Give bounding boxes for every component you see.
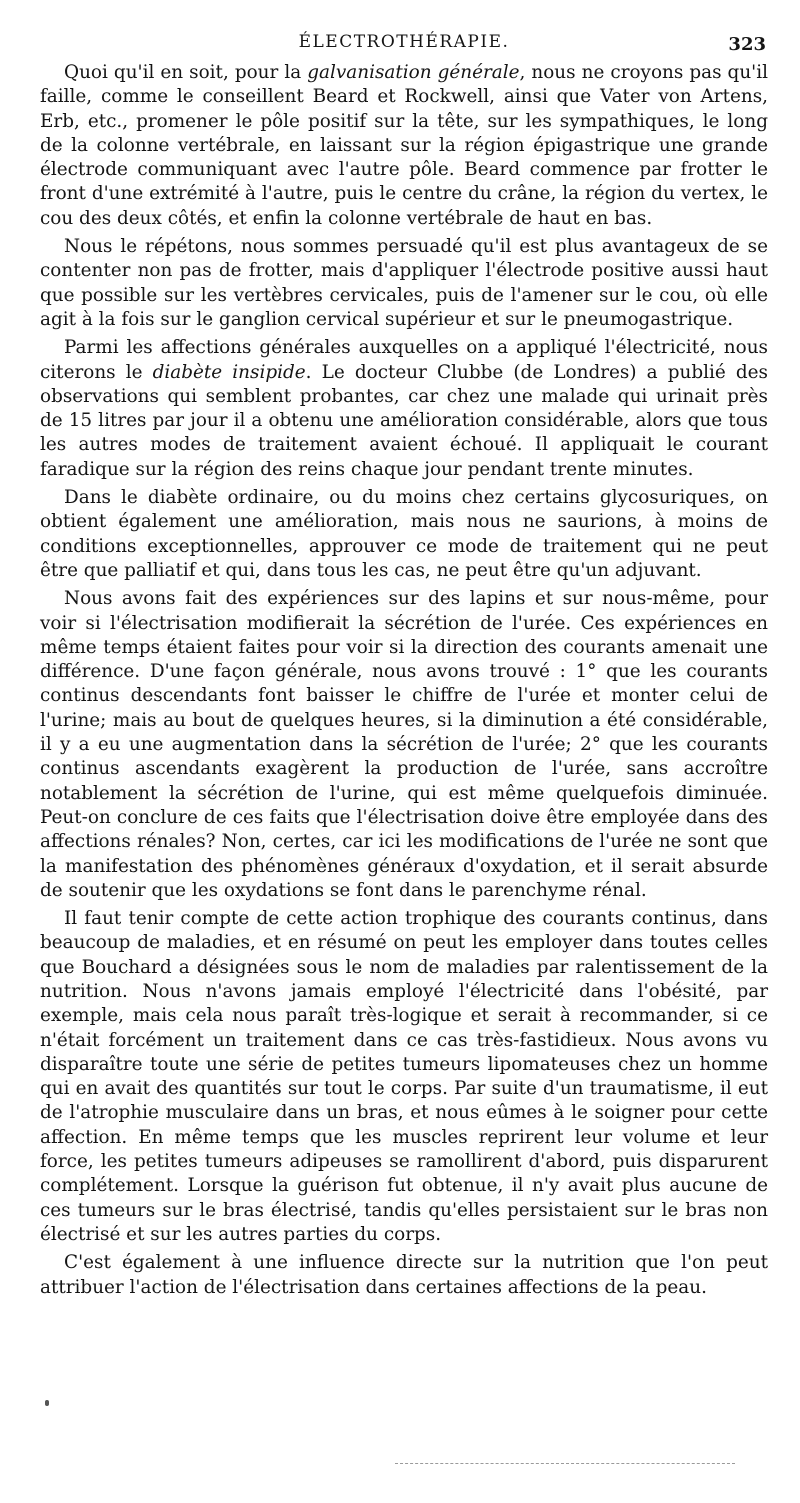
page-number: 323 xyxy=(728,34,766,55)
bottom-rule xyxy=(395,1463,735,1464)
paragraph-text: Nous avons fait des expériences sur des lapins et sur nous-même, pour voir si l'électrisation modifierait la sécrétion de l'urée. Ces expériences en même temps étaient faites pour voir si la direction des courants amenait une différence. D'une façon générale, nous avons trouvé : 1° que les courants continus descendants font baisser le chiffre de l'urée et monter celui de l'urine; mais au bout de quelques heures, si la diminution a été considérable, il y a eu une augmentation dans la sécrétion de l'urée; 2° que les courants continus ascendants exagèrent la production de l'urée, sans accroître notablement la sécrétion de l'urine, qui est même quelquefois diminuée. Peut-on conclure de ces faits que l'électrisation doive être employée dans des affections rénales? Non, certes, car ici les modifications de l'urée ne sont que la manifestation des phénomènes généraux d'oxydation, et il serait absurde de soutenir que les oxydations se font dans le parenchyme rénal. xyxy=(40,588,768,901)
body-text xyxy=(40,61,768,1304)
paragraph-text: Parmi les affections générales auxquelles on a appliqué l'électricité, nous citerons le xyxy=(40,337,768,383)
italic-term: diabète insipide xyxy=(152,361,306,383)
paragraph-galvanisation xyxy=(40,61,768,231)
paragraph-text: , nous ne croyons pas qu'il faille, comme le conseillent Beard et Rockwell, ainsi que Vater von Artens, Erb, etc., promener le pôle positif sur la tête, sur les sympathiques, le long de la colonne vertébrale, en laissant sur la région épigastrique une grande électrode communiquant avec l'autre pôle. Beard commence par frotter le front d'une extrémité à l'autre, puis le centre du crâne, la région du vertex, le cou des deux côtés, et enfin la colonne vertébrale de haut en bas. xyxy=(40,62,768,229)
paragraph-diabete-ordinaire xyxy=(40,486,768,583)
paragraph-text: Il faut tenir compte de cette action trophique des courants continus, dans beaucoup de maladies, et en résumé on peut les employer dans toutes celles que Bouchard a désignées sous le nom de maladies par ralentissement de la nutrition. Nous n'avons jamais employé l'électricité dans l'obésité, par exemple, mais cela nous paraît très-logique et serait à recommander, si ce n'était forcément un traitement dans ce cas très-fastidieux. Nous avons vu disparaître toute une série de petites tumeurs lipomateuses chez un homme qui en avait des quantités sur tout le corps. Par suite d'un traumatisme, il eut de l'atrophie musculaire dans un bras, et nous eûmes à le soigner pour cette affection. En même temps que les muscles reprirent leur volume et leur force, les petites tumeurs adipeuses se ramollirent d'abord, puis disparurent complétement. Lorsque la guérison fut obtenue, il n'y avait plus aucune de ces tumeurs sur le bras électrisé, tandis qu'elles persistaient sur le bras non électrisé et sur les autres parties du corps. xyxy=(40,908,768,1245)
paragraph-experiences-uree xyxy=(40,587,768,903)
paragraph-text: Nous le répétons, nous sommes persuadé qu'il est plus avantageux de se contenter non pas de frotter, mais d'appliquer l'électrode positive aussi haut que possible sur les vertèbres cervicales, puis de l'amener sur le cou, où elle agit à la fois sur le ganglion cervical supérieur et sur le pneumogastrique. xyxy=(40,236,768,330)
paragraph-text: . Le docteur Clubbe (de Londres) a publié des observations qui semblent probantes, car chez une malade qui urinait près de 15 litres par jour il a obtenu une amélioration considérable, alors que tous les autres modes de traitement avaient échoué. Il appliquait le courant faradique sur la région des reins chaque jour pendant trente minutes. xyxy=(40,361,768,480)
paragraph-text: Quoi qu'il en soit, pour la xyxy=(64,62,308,83)
paragraph-text: C'est également à une influence directe sur la nutrition que l'on peut attribuer l'action de l'électrisation dans certaines affections de la peau. xyxy=(40,1252,768,1298)
italic-term: galvanisation générale xyxy=(307,62,520,83)
running-title: ÉLECTROTHÉRAPIE. xyxy=(298,32,510,52)
running-head xyxy=(40,30,768,58)
paragraph-action-trophique xyxy=(40,907,768,1247)
paragraph-affections-peau xyxy=(40,1251,768,1300)
paragraph-electrode-application xyxy=(40,235,768,332)
paragraph-text: Dans le diabète ordinaire, ou du moins chez certains glycosuriques, on obtient également une amélioration, mais nous ne saurions, à moins de conditions exceptionnelles, approuver ce mode de traitement qui ne peut être que palliatif et qui, dans tous les cas, ne peut être qu'un adjuvant. xyxy=(40,487,768,581)
print-speck xyxy=(45,1400,49,1406)
paragraph-diabete-insipide xyxy=(40,336,768,482)
